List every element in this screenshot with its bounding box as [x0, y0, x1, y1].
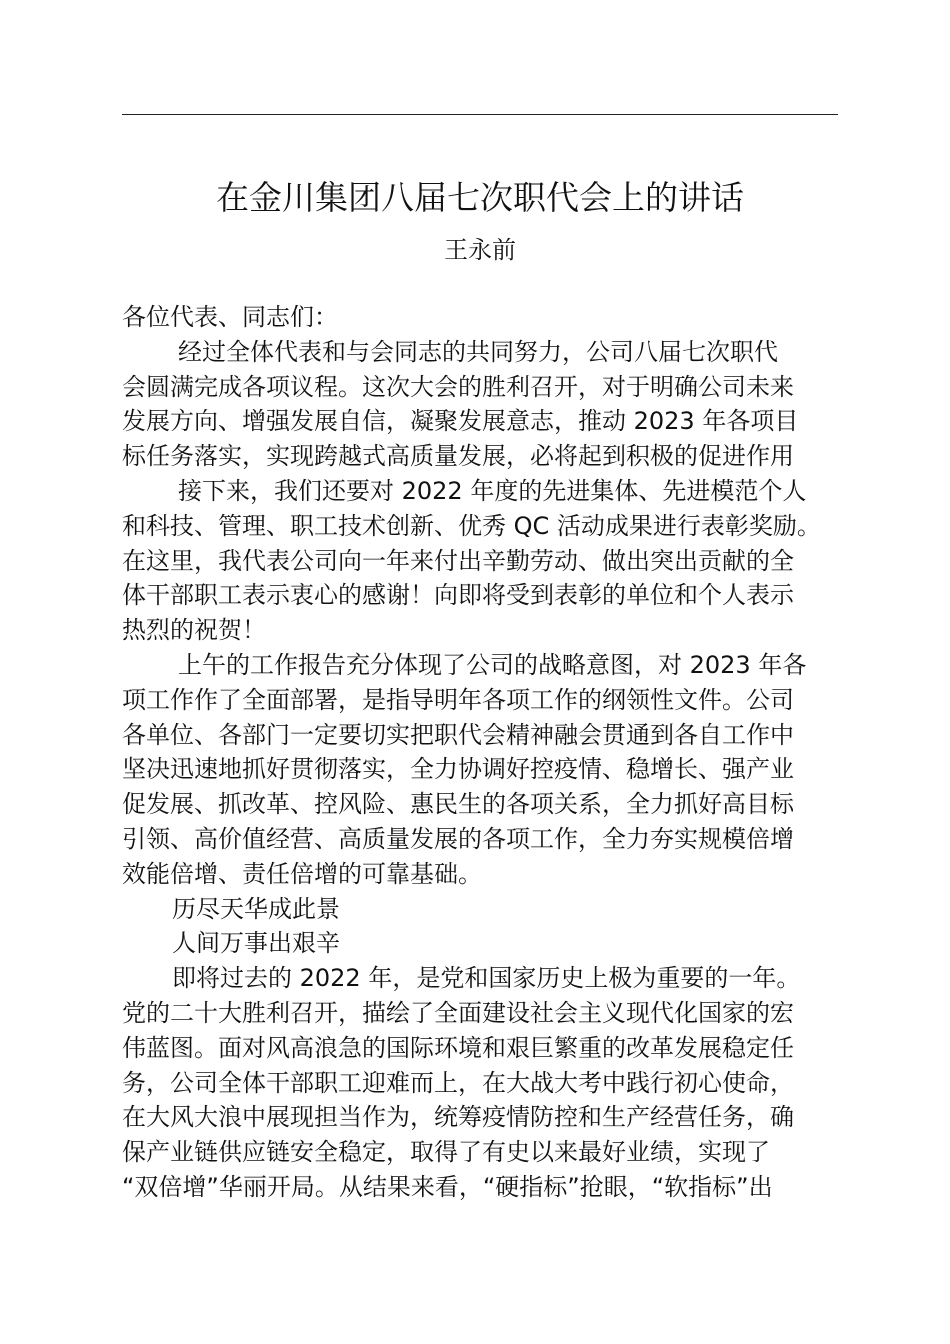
text-line: 体干部职工表示衷心的感谢！向即将受到表彰的单位和个人表示	[122, 581, 794, 610]
text-line: 项工作作了全面部署，是指导明年各项工作的纲领性文件。公司	[122, 685, 794, 714]
header-rule	[122, 114, 838, 115]
author-name: 王永前	[444, 236, 516, 264]
page-title: 在金川集团八届七次职代会上的讲话	[216, 178, 744, 217]
text-line: 和科技、管理、职工技术创新、优秀 QC 活动成果进行表彰奖励。	[122, 511, 821, 540]
body-text	[122, 300, 838, 1205]
text-line: 会圆满完成各项议程。这次大会的胜利召开，对于明确公司未来	[122, 372, 794, 401]
text-line: 各单位、各部门一定要切实把职代会精神融会贯通到各自工作中	[122, 720, 794, 749]
text-line: 保产业链供应链安全稳定，取得了有史以来最好业绩，实现了	[122, 1138, 770, 1167]
text-line: 引领、高价值经营、高质量发展的各项工作，全力夯实规模倍增	[122, 824, 794, 853]
text-line: 标任务落实，实现跨越式高质量发展，必将起到积极的促进作用	[122, 442, 794, 471]
text-line: 党的二十大胜利召开，描绘了全面建设社会主义现代化国家的宏	[122, 998, 794, 1027]
text-line: “双倍增”华丽开局。从结果来看，“硬指标”抢眼，“软指标”出	[122, 1172, 773, 1201]
text-line: 各位代表、同志们：	[122, 303, 338, 331]
text-line: 即将过去的 2022 年，是党和国家历史上极为重要的一年。	[172, 964, 801, 993]
text-line: 务，公司全体干部职工迎难而上，在大战大考中践行初心使命，	[122, 1068, 794, 1097]
text-line: 在这里，我代表公司向一年来付出辛勤劳动、做出突出贡献的全	[122, 546, 794, 575]
text-line: 伟蓝图。面对风高浪急的国际环境和艰巨繁重的改革发展稳定任	[122, 1033, 794, 1062]
text-line: 上午的工作报告充分体现了公司的战略意图，对 2023 年各	[178, 650, 807, 679]
text-line: 坚决迅速地抓好贯彻落实，全力协调好控疫情、稳增长、强产业	[122, 755, 794, 784]
text-line: 历尽天华成此景	[172, 894, 340, 923]
text-line: 接下来，我们还要对 2022 年度的先进集体、先进模范个人	[178, 476, 807, 505]
text-line: 人间万事出艰辛	[172, 929, 340, 958]
text-line: 经过全体代表和与会同志的共同努力，公司八届七次职代	[178, 337, 778, 366]
text-line: 发展方向、增强发展自信，凝聚发展意志，推动 2023 年各项目	[122, 407, 799, 436]
text-line: 效能倍增、责任倍增的可靠基础。	[122, 859, 482, 888]
text-line: 热烈的祝贺！	[122, 616, 266, 645]
text-line: 在大风大浪中展现担当作为，统筹疫情防控和生产经营任务，确	[122, 1103, 794, 1132]
text-line: 促发展、抓改革、控风险、惠民生的各项关系，全力抓好高目标	[122, 790, 794, 819]
